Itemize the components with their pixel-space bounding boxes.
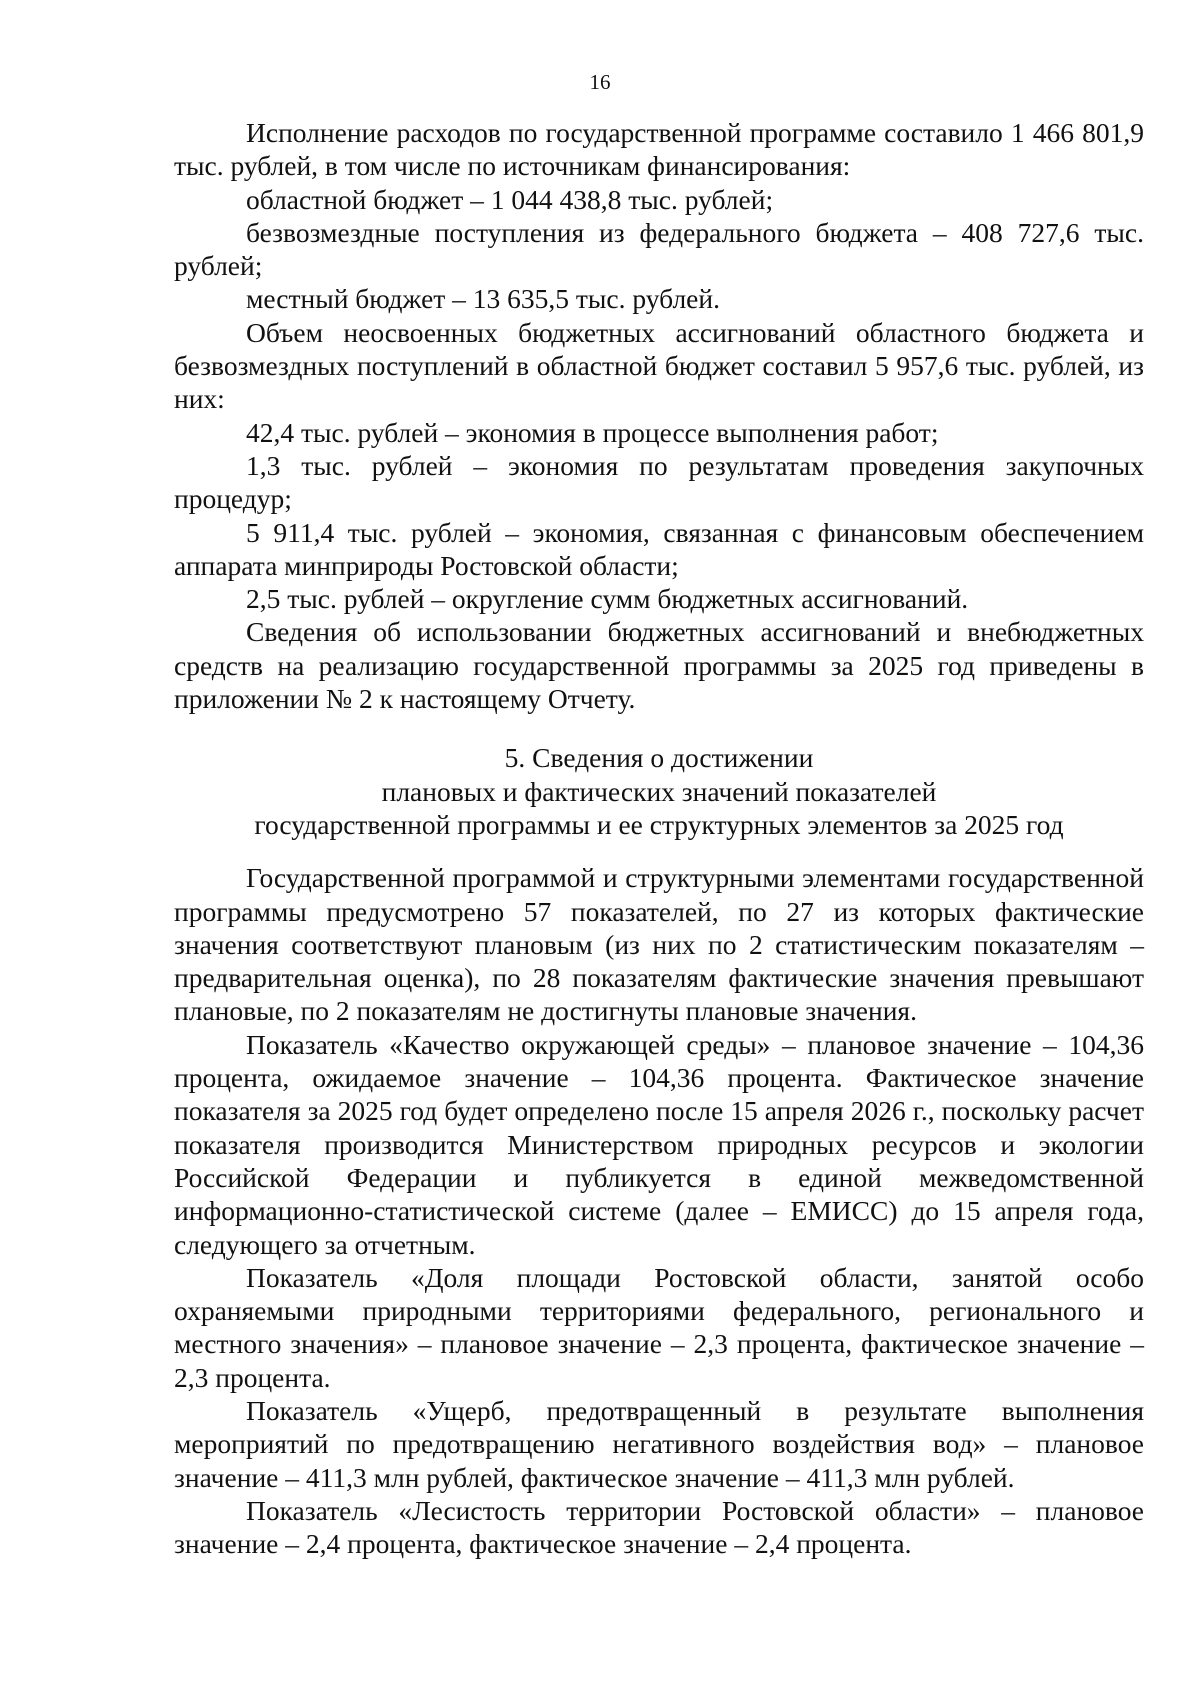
section-heading-line-1: 5. Сведения о достижении: [504, 742, 814, 774]
paragraph-federal-transfers: безвозмездные поступления из федерального бюджета – 408 727,6 тыс. рублей;: [174, 216, 1144, 282]
document-body: [174, 116, 1144, 1560]
section-heading-line-2: плановых и фактических значений показателей: [381, 775, 937, 807]
paragraph-indicator-flood-damage: Показатель «Ущерб, предотвращенный в результате выполнения мероприятий по предотвращению негативного воздействия вод» – плановое значение – 411,3 млн рублей, фактическое значение – 411,3 млн рублей.: [174, 1394, 1144, 1493]
paragraph-rounding: 2,5 тыс. рублей – округление сумм бюджетных ассигнований.: [246, 583, 969, 615]
paragraph-regional-budget: областной бюджет – 1 044 438,8 тыс. рублей;: [246, 183, 774, 215]
page-number: 16: [589, 70, 611, 94]
paragraph-local-budget: местный бюджет – 13 635,5 тыс. рублей.: [246, 283, 720, 315]
paragraph-savings-ministry: 5 911,4 тыс. рублей – экономия, связанная с финансовым обеспечением аппарата минприроды Ростовской области;: [174, 516, 1144, 581]
paragraph-savings-works: 42,4 тыс. рублей – экономия в процессе выполнения работ;: [246, 416, 939, 448]
paragraph-unspent-allocations: Объем неосвоенных бюджетных ассигнований областного бюджета и безвозмездных поступлений в областной бюджет составил 5 957,6 тыс. рублей, из них:: [174, 316, 1144, 415]
paragraph-appendix-reference: Сведения об использовании бюджетных ассигнований и внебюджетных средств на реализацию государственной программы за 2025 год приведены в приложении № 2 к настоящему Отчету.: [174, 616, 1144, 715]
paragraph-indicator-protected-areas: Показатель «Доля площади Ростовской области, занятой особо охраняемыми природными территориями федерального, регионального и местного значения» – плановое значение – 2,3 процента, фактическое значение – 2,3 процента.: [174, 1261, 1144, 1393]
paragraph-indicators-summary: Государственной программой и структурными элементами государственной программы предусмотрено 57 показателей, по 27 из которых фактические значения соответствуют плановым (из них по 2 статистическим показателям – предварительная оценка), по 28 показателям фактические значения превышают плановые, по 2 показателям не достигнуты плановые значения.: [174, 862, 1144, 1027]
paragraph-indicator-environment-quality: Показатель «Качество окружающей среды» – плановое значение – 104,36 процента, ожидаемое значение – 104,36 процента. Фактическое значение показателя за 2025 год будет определено после 15 апреля 2026 г., поскольку расчет показателя производится Министерством природных ресурсов и экологии Российской Федерации и публикуется в единой межведомственной информационно-статистической системе (далее – ЕМИСС) до 15 апреля года, следующего за отчетным.: [174, 1028, 1144, 1260]
paragraph-savings-procurement: 1,3 тыс. рублей – экономия по результатам проведения закупочных процедур;: [174, 449, 1144, 515]
section-heading: [174, 741, 1144, 841]
section-heading-line-3: государственной программы и ее структурных элементов за 2025 год: [254, 808, 1064, 840]
paragraph-expenditure-total: Исполнение расходов по государственной программе составило 1 466 801,9 тыс. рублей, в том числе по источникам финансирования:: [174, 117, 1144, 182]
paragraph-indicator-forest-cover: Показатель «Лесистость территории Ростовской области» – плановое значение – 2,4 процента, фактическое значение – 2,4 процента.: [174, 1494, 1144, 1560]
